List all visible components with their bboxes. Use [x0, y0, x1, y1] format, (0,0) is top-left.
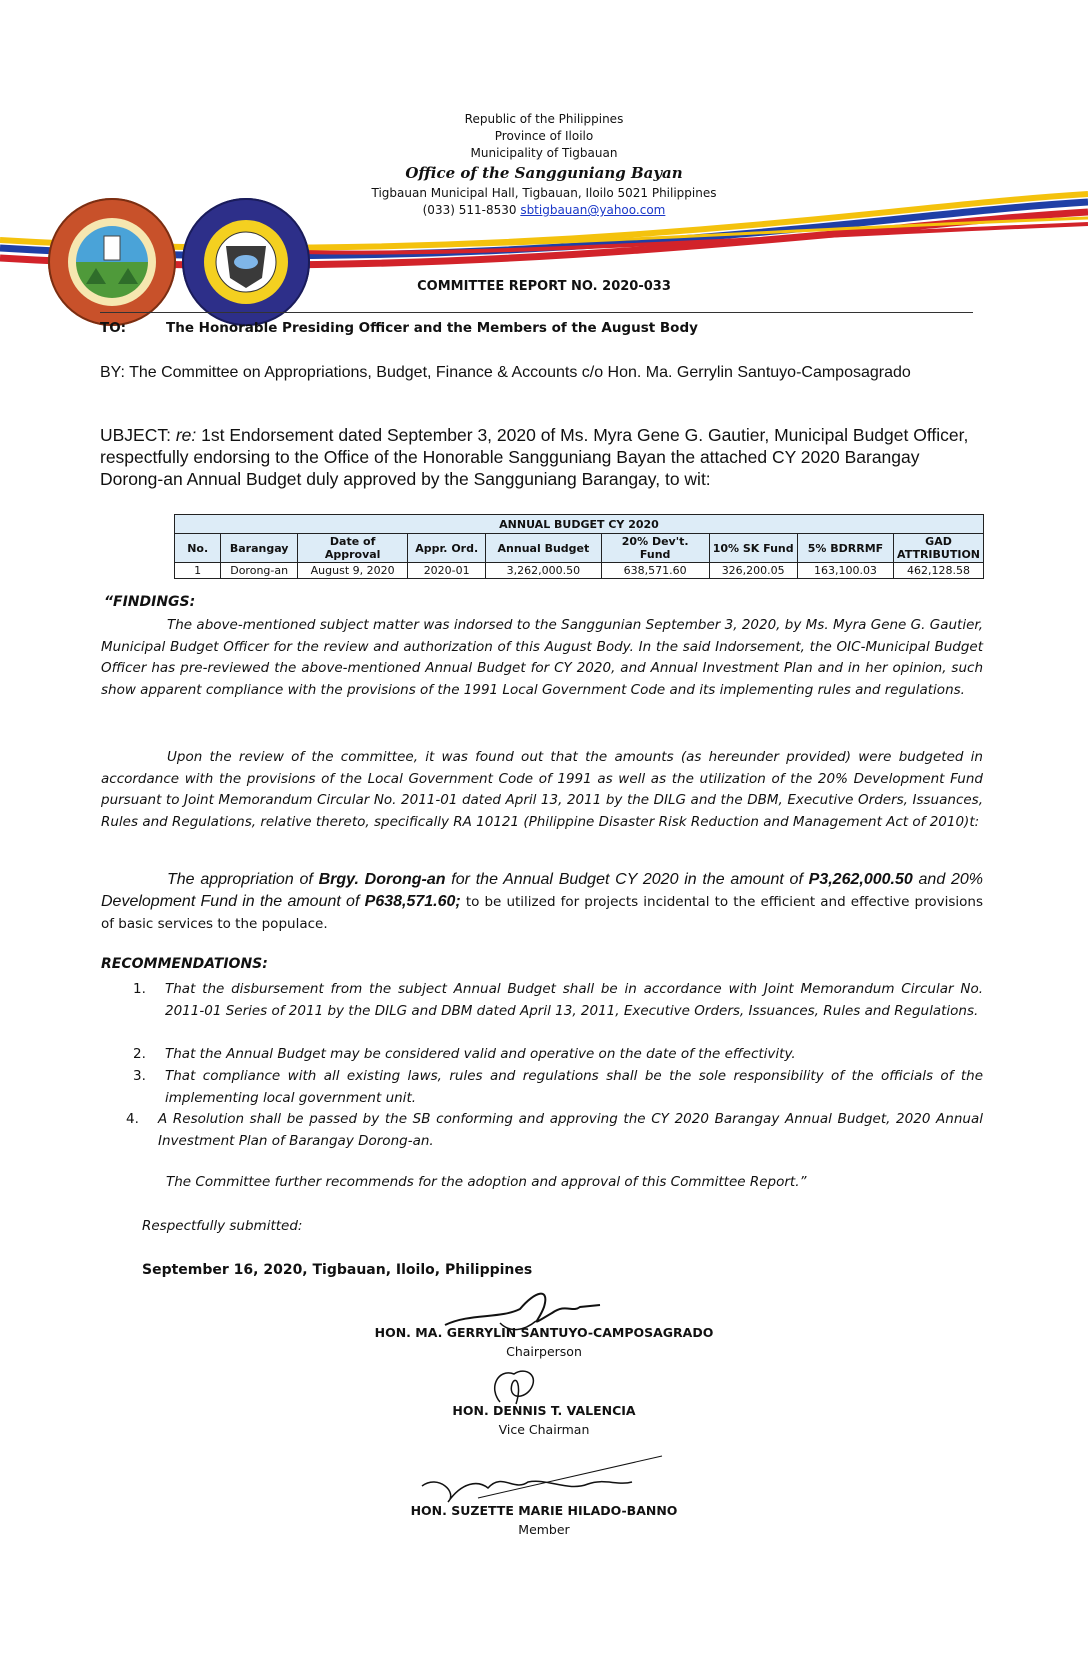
recommendation-number: 1.	[133, 981, 146, 997]
recommendation-item	[126, 1109, 983, 1152]
signatory-title: Chairperson	[506, 1344, 582, 1359]
table-header-sk-fund: 10% SK Fund	[709, 534, 797, 563]
table-header-barangay: Barangay	[221, 534, 298, 563]
table-header-no: No.	[175, 534, 221, 563]
recommendation-text: A Resolution shall be passed by the SB conforming and approving the CY 2020 Barangay Annual Budget, 2020 Annual Investment Plan of Barangay Dorong-an.	[158, 1111, 983, 1149]
table-header-dev-fund: 20% Dev't. Fund	[601, 534, 709, 563]
header-province: Province of Iloilo	[494, 129, 594, 143]
to-text: The Honorable Presiding Officer and the Members of the August Body	[166, 320, 698, 336]
by-line	[100, 362, 986, 383]
municipality-seal-icon	[46, 196, 178, 328]
signatory-title: Member	[518, 1522, 570, 1537]
appropriation-a: The appropriation of	[167, 871, 319, 888]
header-office: Office of the Sangguniang Bayan	[405, 164, 683, 182]
signatory-name: HON. DENNIS T. VALENCIA	[452, 1403, 636, 1418]
table-caption: ANNUAL BUDGET CY 2020	[175, 515, 984, 534]
appropriation-g: to be utilized for projects incidental to the efficient and effective provisions of basic services to the populace.	[101, 893, 983, 932]
findings-heading: “FINDINGS:	[104, 594, 196, 610]
recommendation-item	[133, 1066, 983, 1109]
table-cell: 2020-01	[408, 563, 486, 579]
findings-paragraph-2: Upon the review of the committee, it was found out that the amounts (as hereunder provided) were budgeted in accordance with the provisions of the Local Government Code of 1991 as well as the utilization of the 20% Development Fund pursuant to Joint Memorandum Circular No. 2011-01 dated April 13, 2011 by the DILG and the DBM, Executive Orders, Issuances, Rules and Regulations, relative thereto, specifically RA 10121 (Philippine Disaster Risk Reduction and Management Act of 2010)t:	[101, 749, 983, 830]
appropriation-dev-fund-amount: P638,571.60;	[364, 892, 461, 910]
table-cell: 3,262,000.50	[486, 563, 602, 579]
table-header-appr-ord: Appr. Ord.	[408, 534, 486, 563]
recommendation-item	[133, 979, 983, 1022]
table-cell: 163,100.03	[797, 563, 893, 579]
appropriation-budget-amount: P3,262,000.50	[808, 871, 913, 888]
appropriation-e: and 20% Development Fund in the amount of	[101, 871, 983, 910]
recommendation-text: That the disbursement from the subject Annual Budget shall be in accordance with Joint Memorandum Circular No. 2011-01 Series of 2011 by the DILG and DBM dated April 13, 2011, Executive Orders, Issuances, Rules and Regulations.	[165, 981, 983, 1019]
table-header-gad: GAD ATTRIBUTION	[894, 534, 984, 563]
table-header-annual-budget: Annual Budget	[486, 534, 602, 563]
recommendation-number: 3.	[133, 1068, 146, 1084]
by-text: The Committee on Appropriations, Budget, Finance & Accounts c/o Hon. Ma. Gerrylin Santuyo-Camposagrado	[129, 364, 911, 381]
signatory-name: HON. MA. GERRYLIN SANTUYO-CAMPOSAGRADO	[374, 1325, 714, 1340]
header-email-link[interactable]: sbtigbauan@yahoo.com	[520, 203, 666, 217]
respectfully-submitted: Respectfully submitted:	[142, 1218, 303, 1234]
header-republic: Republic of the Philippines	[464, 112, 624, 126]
table-cell: Dorong-an	[221, 563, 298, 579]
recommendations-heading: RECOMMENDATIONS:	[101, 956, 268, 972]
to-line	[100, 320, 698, 336]
recommendation-item	[133, 1044, 983, 1066]
annual-budget-table	[174, 514, 984, 579]
subject-line	[100, 424, 986, 490]
to-label: TO:	[100, 320, 127, 336]
table-cell: 326,200.05	[709, 563, 797, 579]
signatory-title: Vice Chairman	[498, 1422, 590, 1437]
subject-text: 1st Endorsement dated September 3, 2020 of Ms. Myra Gene G. Gautier, Municipal Budget Officer, respectfully endorsing to the Office of the Honorable Sangguniang Bayan the attached CY 2020 Barangay Dorong-an Annual Budget duly approved by the Sangguniang Barangay, to wit:	[100, 425, 969, 489]
subject-label: UBJECT:	[100, 425, 171, 445]
recommendation-number: 2.	[133, 1046, 146, 1062]
signatory-name: HON. SUZETTE MARIE HILADO-BANNO	[410, 1503, 678, 1518]
header-phone: (033) 511-8530	[422, 203, 517, 217]
table-cell: 1	[175, 563, 221, 579]
table-cell: 462,128.58	[894, 563, 984, 579]
table-header-date: Date of Approval	[297, 534, 407, 563]
appropriation-paragraph	[101, 869, 983, 936]
committee-closing: The Committee further recommends for the adoption and approval of this Committee Report.”	[166, 1174, 807, 1190]
date-place-line: September 16, 2020, Tigbauan, Iloilo, Philippines	[142, 1262, 533, 1278]
table-cell: August 9, 2020	[297, 563, 407, 579]
header-address: Tigbauan Municipal Hall, Tigbauan, Iloilo 5021 Philippines	[371, 186, 717, 200]
header-municipality: Municipality of Tigbauan	[470, 146, 618, 160]
appropriation-barangay: Brgy. Dorong-an	[318, 871, 446, 888]
table-row	[175, 563, 984, 579]
committee-report-number: COMMITTEE REPORT NO. 2020-033	[417, 279, 671, 294]
recommendation-text: That compliance with all existing laws, rules and regulations shall be the sole responsibility of the officials of the implementing local government unit.	[165, 1068, 983, 1106]
findings-paragraph-1: The above-mentioned subject matter was indorsed to the Sanggunian September 3, 2020, by Ms. Myra Gene G. Gautier, Municipal Budget Officer for the review and authorization of this August Body. In the said Indorsement, the OIC-Municipal Budget Officer has pre-reviewed the above-mentioned Annual Budget for CY 2020, and Annual Investment Plan and in her opinion, such show apparent compliance with the provisions of the 1991 Local Government Code and its implementing rules and regulations.	[101, 617, 983, 698]
appropriation-c: for the Annual Budget CY 2020 in the amount of	[445, 871, 809, 888]
table-cell: 638,571.60	[601, 563, 709, 579]
table-header-bdrrmf: 5% BDRRMF	[797, 534, 893, 563]
recommendation-number: 4.	[126, 1111, 139, 1127]
by-label: BY:	[100, 364, 125, 381]
subject-re: re:	[175, 425, 197, 445]
divider-line	[100, 312, 973, 313]
sangguniang-bayan-seal-icon	[180, 196, 312, 328]
recommendation-text: That the Annual Budget may be considered valid and operative on the date of the effectivity.	[165, 1046, 796, 1062]
